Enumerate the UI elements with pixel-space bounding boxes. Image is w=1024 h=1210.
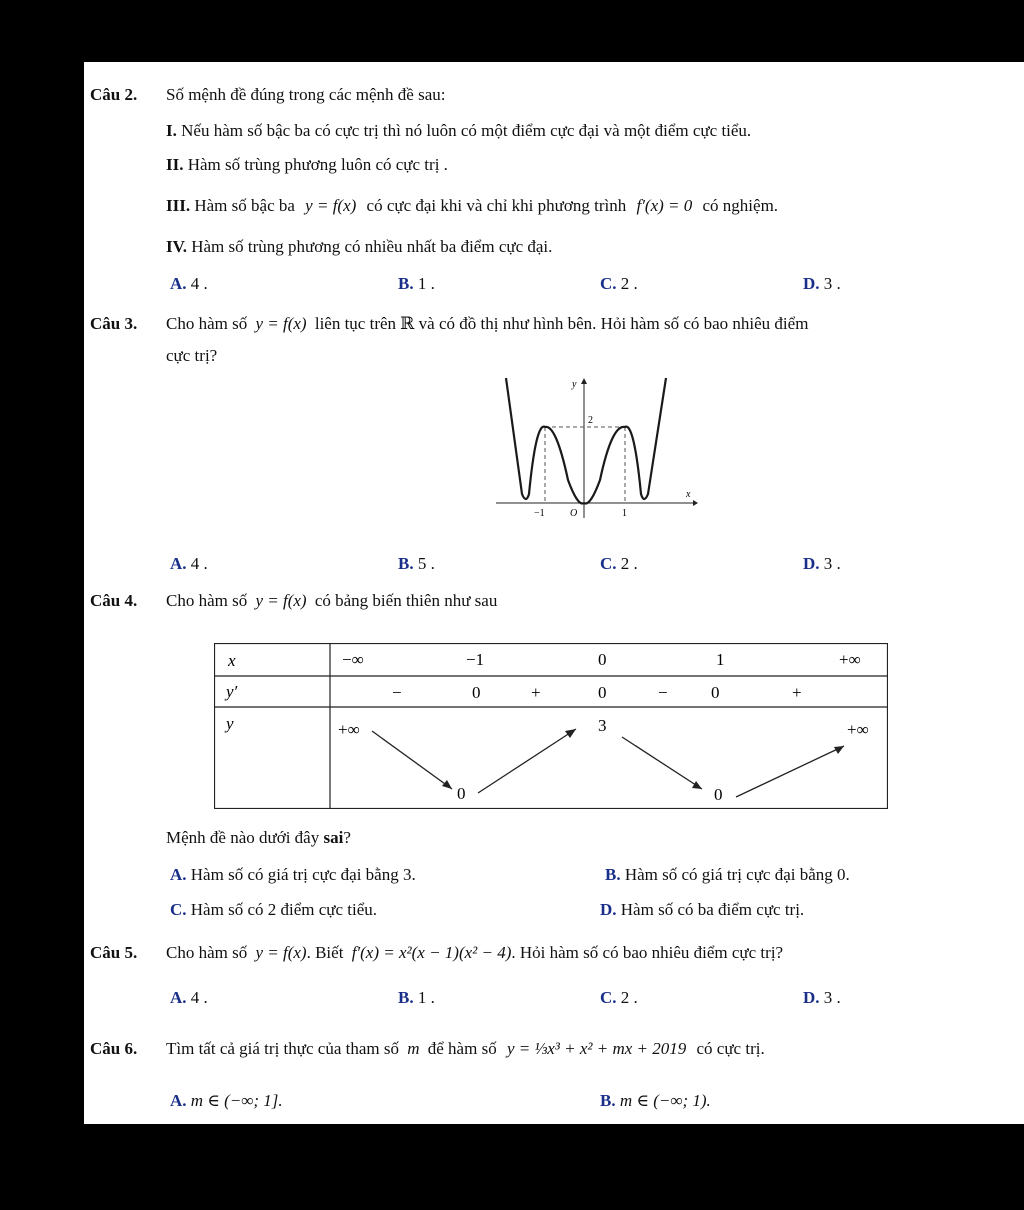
q2-statement-3 [166,195,778,217]
q6-stem [166,1038,765,1060]
x-value: +∞ [839,650,861,669]
q5-option-c[interactable] [600,987,638,1009]
option-text: 3 . [823,554,841,573]
q2-option-a[interactable] [170,273,208,295]
variation-table [214,643,888,809]
y-value: 0 [714,785,723,804]
q2-option-c[interactable] [600,273,638,295]
q5-stem-a: Cho hàm số [166,943,248,962]
q3-stem-b: liên tục trên ℝ và có đồ thị như hình bên. Hỏi hàm số có bao nhiêu điểm [314,314,809,333]
option-text: 3 . [823,274,841,293]
sign-cell: 0 [598,683,607,702]
y-value: 0 [457,784,466,803]
option-letter: B. [398,274,414,293]
option-text: 4 . [190,988,208,1007]
option-letter: D. [803,988,820,1007]
q4-question [166,827,351,849]
q3-label: Câu 3. [90,314,138,333]
q2-label: Câu 2. [90,85,138,104]
q2-s2-text: Hàm số trùng phương luôn có cực trị . [187,155,448,174]
sign-cell: − [658,683,668,702]
y-axis-label: y [572,379,577,390]
q4-option-b[interactable] [605,864,850,886]
q6-stem-b: để hàm số [427,1039,497,1058]
option-letter: C. [170,900,187,919]
q6-option-a[interactable] [170,1090,283,1112]
q2-s3-label: III. [166,196,191,215]
option-letter: C. [600,554,617,573]
q2-s3-formula-2: f′(x) = 0 [636,196,693,215]
option-text: 2 . [620,274,638,293]
q4-option-a[interactable] [170,864,416,886]
tick-label-1: 1 [622,508,627,519]
origin-label: O [570,508,578,519]
option-text: 1 . [417,274,435,293]
q6-option-b[interactable] [600,1090,711,1112]
q5-stem-b: . Biết [306,943,344,962]
y-row-head: y [226,714,234,733]
q4-ask-a: Mệnh đề nào dưới đây [166,828,320,847]
q5-option-a[interactable] [170,987,208,1009]
q3-option-c[interactable] [600,553,638,575]
option-letter: C. [600,988,617,1007]
q4-function: y = f(x) [255,591,307,610]
option-letter: C. [600,274,617,293]
option-text: 4 . [190,554,208,573]
option-text: 1 . [417,988,435,1007]
option-text: 4 . [190,274,208,293]
q5-function: y = f(x) [255,943,307,962]
option-letter: B. [398,988,414,1007]
q6-function: y = ⅓x³ + x² + mx + 2019 [506,1039,687,1058]
x-value: 1 [716,650,725,669]
tick-label-2: 2 [588,415,593,426]
q5-label: Câu 5. [90,943,138,962]
q2-option-d[interactable] [803,273,841,295]
q5-option-b[interactable] [398,987,435,1009]
sign-cell: 0 [711,683,720,702]
x-value: −1 [466,650,485,669]
q5-stem [166,942,783,964]
y-axis-arrow [581,378,587,384]
q4-stem-a: Cho hàm số [166,591,248,610]
q6-stem-a: Tìm tất cả giá trị thực của tham số [166,1039,399,1058]
option-text: 3 . [823,988,841,1007]
y-value: 3 [598,716,607,735]
function-curve [506,378,666,504]
option-text: Hàm số có 2 điểm cực tiểu. [190,900,378,919]
sign-cell: + [792,683,802,702]
q2-s3-text-c: có nghiệm. [702,196,779,215]
option-text: Hàm số có giá trị cực đại bằng 3. [190,865,416,884]
q5-derivative: f′(x) = x²(x − 1)(x² − 4) [351,943,512,962]
sign-cell: − [392,683,402,702]
option-text: 5 . [417,554,435,573]
yprime-row-head: y′ [226,682,238,701]
option-letter: B. [398,554,414,573]
q2-s1-text: Nếu hàm số bậc ba có cực trị thì nó luôn có một điểm cực đại và một điểm cực tiểu. [181,121,752,140]
q6-stem-c: có cực trị. [696,1039,765,1058]
option-letter: B. [600,1091,616,1110]
q2-s2-label: II. [166,155,184,174]
x-row-head: x [228,651,236,670]
option-letter: D. [803,274,820,293]
tick-label-neg1: −1 [534,508,545,519]
table-border [215,644,888,809]
option-letter: B. [605,865,621,884]
q2-s3-text-b: có cực đại khi và chỉ khi phương trình [366,196,627,215]
x-axis-arrow [693,500,698,506]
q4-label: Câu 4. [90,591,138,610]
q4-option-c[interactable] [170,899,377,921]
q2-s4-label: IV. [166,237,187,256]
q2-s4-text: Hàm số trùng phương có nhiều nhất ba điểm cực đại. [191,237,553,256]
option-letter: A. [170,554,187,573]
q4-ask-c: ? [343,828,351,847]
q4-ask-b: sai [323,828,344,847]
option-text: Hàm số có giá trị cực đại bằng 0. [624,865,850,884]
q3-graph [490,372,700,522]
q2-s1-label: I. [166,121,177,140]
y-value: +∞ [847,720,869,739]
x-axis-label: x [686,489,691,500]
q5-stem-c: . Hỏi hàm số có bao nhiêu điểm cực trị? [511,943,784,962]
option-text: 2 . [620,988,638,1007]
option-letter: A. [170,274,187,293]
q4-stem-b: có bảng biến thiên như sau [314,591,498,610]
q3-option-d[interactable] [803,553,841,575]
q3-stem-c: cực trị? [166,346,218,365]
x-value: −∞ [342,650,364,669]
q2-stem: Số mệnh đề đúng trong các mệnh đề sau: [166,85,446,104]
option-letter: A. [170,865,187,884]
q2-statement-1 [166,120,751,142]
option-text: m ∈ (−∞; 1). [619,1091,711,1110]
q3-stem-a: Cho hàm số [166,314,248,333]
option-text: Hàm số có ba điểm cực trị. [620,900,805,919]
q2-statement-4 [166,236,552,258]
q5-option-d[interactable] [803,987,841,1009]
y-value: +∞ [338,720,360,739]
q3-stem [166,313,808,335]
x-value: 0 [598,650,607,669]
option-letter: A. [170,1091,187,1110]
sign-cell: 0 [472,683,481,702]
q6-param: m [407,1039,420,1058]
q3-option-a[interactable] [170,553,208,575]
q2-option-b[interactable] [398,273,435,295]
sign-cell: + [531,683,541,702]
option-text: m ∈ (−∞; 1]. [190,1091,283,1110]
q2-s3-formula-1: y = f(x) [305,196,357,215]
option-letter: A. [170,988,187,1007]
q2-statement-2 [166,154,448,176]
q4-stem [166,590,497,612]
q4-option-d[interactable] [600,899,804,921]
option-text: 2 . [620,554,638,573]
option-letter: D. [600,900,617,919]
q3-option-b[interactable] [398,553,435,575]
q3-function: y = f(x) [255,314,307,333]
q2-s3-text-a: Hàm số bậc ba [194,196,295,215]
option-letter: D. [803,554,820,573]
q6-label: Câu 6. [90,1039,138,1058]
